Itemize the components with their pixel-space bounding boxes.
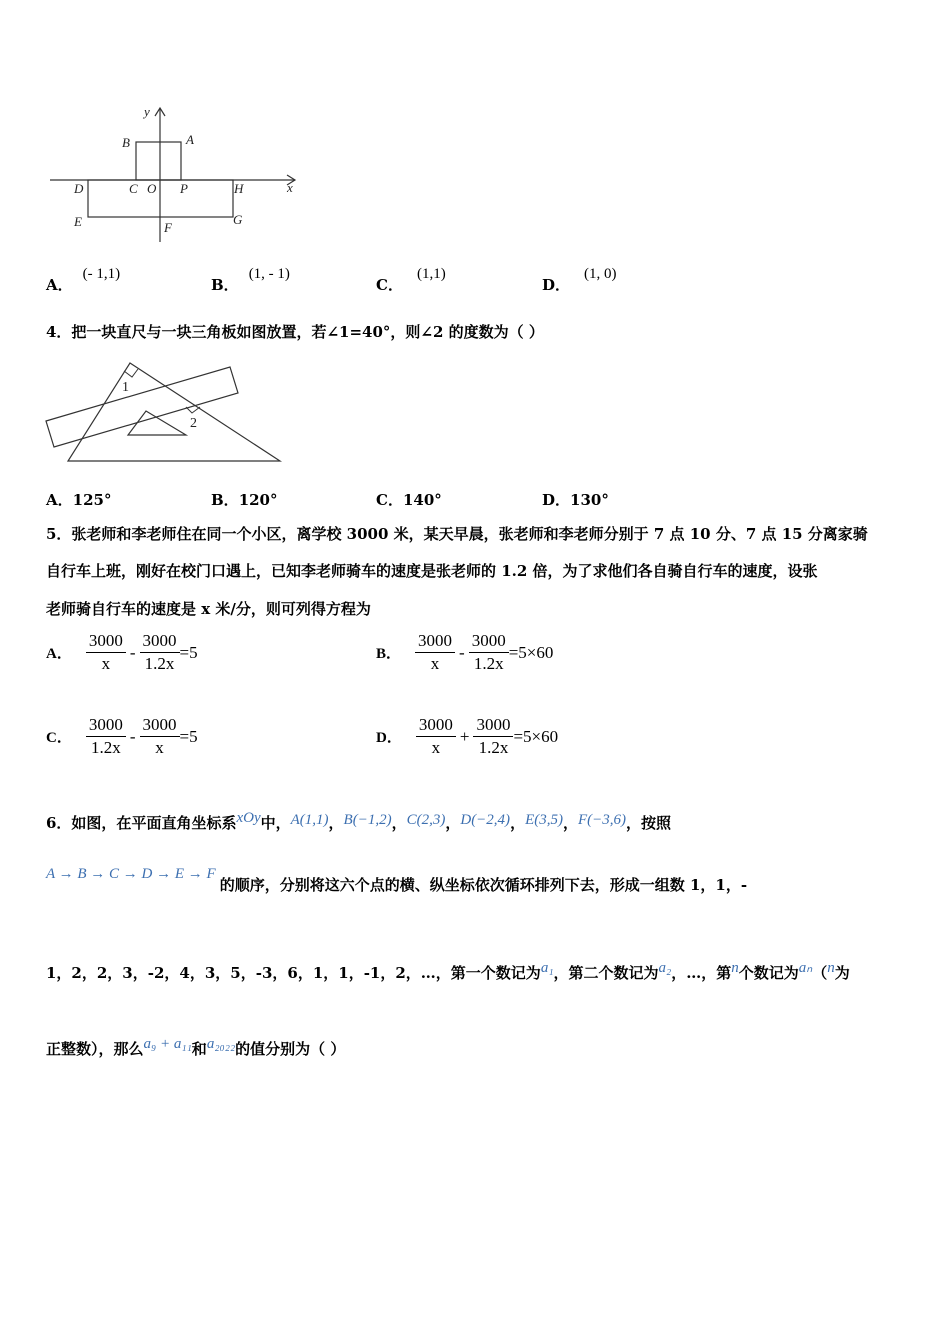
q4-option-a[interactable] <box>46 489 111 510</box>
fraction-2 <box>469 630 509 675</box>
q3-option-b[interactable] <box>211 262 290 294</box>
option-label: C． <box>46 730 72 746</box>
symbol-n: n <box>827 960 835 976</box>
operator: - <box>459 642 465 662</box>
coordinate-figure <box>40 100 310 250</box>
q5-option-d[interactable] <box>376 714 558 759</box>
q6-text: 为 <box>834 964 850 982</box>
q5-line-2: 自行车上班，刚好在校门口遇上，已知李老师骑车的速度是张老师的 1.2 倍，为了求他们各自骑自行车的速度，设张 <box>46 562 818 580</box>
numerator: 3000 <box>415 630 455 653</box>
option-value: 125° <box>72 491 112 509</box>
numerator: 3000 <box>473 714 513 737</box>
q3-option-a[interactable] <box>46 262 121 294</box>
denominator: 1.2x <box>90 738 121 757</box>
angle-1-label: 1 <box>122 380 129 395</box>
denominator: x <box>431 738 441 757</box>
denominator: x <box>430 654 440 673</box>
q6-line-3 <box>46 962 850 983</box>
sep: ， <box>445 814 461 832</box>
symbol-a1: a₁ <box>540 960 554 976</box>
q6-text: 个数记为 <box>738 964 799 982</box>
option-label: B． <box>211 276 239 294</box>
sep: ， <box>328 814 344 832</box>
numerator: 3000 <box>140 630 180 653</box>
rhs: =5×60 <box>513 726 559 746</box>
label-C: C <box>129 181 138 196</box>
q5-line-1: 5．张老师和李老师住在同一个小区，离学校 3000 米，某天早晨，张老师和李老师分别于 7 点 10 分、7 点 15 分离家骑 <box>46 525 868 543</box>
q5-option-b[interactable] <box>376 630 553 675</box>
point-b: B(−1,2) <box>343 812 392 828</box>
q6-text: （ <box>812 964 828 982</box>
denominator: 1.2x <box>144 654 175 673</box>
q6-intro: 6．如图，在平面直角坐标系 <box>46 814 237 832</box>
ruler-triangle-figure <box>40 355 290 470</box>
q6-seq-text: 1，2，2，3，-2，4，3，5，-3，6，1，1，-1，2，…，第一个数记为 <box>46 964 541 982</box>
option-label: A． <box>46 646 72 662</box>
q4-option-c[interactable] <box>376 489 442 510</box>
numerator: 3000 <box>86 714 126 737</box>
symbol-a2022: a₂₀₂₂ <box>206 1036 236 1052</box>
point-d: D(−2,4) <box>460 812 511 828</box>
label-H: H <box>234 181 244 196</box>
q5-option-a[interactable] <box>46 630 198 675</box>
sep: ， <box>562 814 578 832</box>
numerator: 3000 <box>86 630 126 653</box>
q6-text: ，第二个数记为 <box>553 964 659 982</box>
fraction-1 <box>416 714 456 759</box>
symbol-a2: a₂ <box>658 960 672 976</box>
option-value: (- 1,1) <box>82 266 121 282</box>
sequence-arrows: A → B → C → D → E → F <box>46 866 216 882</box>
q6-text: ，…，第 <box>671 964 732 982</box>
point-c: C(2,3) <box>406 812 446 828</box>
option-value: (1,1) <box>416 266 446 282</box>
q6-zhong: 中， <box>260 814 291 832</box>
angle-2-label: 2 <box>190 416 197 431</box>
expression-a9-a11: a₉ + a₁₁ <box>143 1036 192 1052</box>
option-label: C． <box>376 491 403 509</box>
label-F: F <box>164 220 172 235</box>
operator: - <box>129 642 136 662</box>
label-x: x <box>287 180 293 195</box>
operator: - <box>129 726 136 746</box>
q6-line-2 <box>46 866 748 895</box>
q6-order-text: 的顺序，分别将这六个点的横、纵坐标依次循环排列下去，形成一组数 1，1，- <box>219 876 748 894</box>
q4-option-b[interactable] <box>211 489 278 510</box>
denominator: x <box>155 738 164 757</box>
fraction-2 <box>473 714 513 759</box>
fraction-2 <box>140 714 180 759</box>
rhs: =5 <box>179 642 198 662</box>
option-label: D． <box>542 276 571 294</box>
option-value: (1, 0) <box>584 266 617 282</box>
sep: ， <box>391 814 407 832</box>
option-label: B． <box>211 491 239 509</box>
point-a: A(1,1) <box>290 812 329 828</box>
numerator: 3000 <box>416 714 456 737</box>
label-A: A <box>186 132 194 147</box>
numerator: 3000 <box>140 714 180 737</box>
denominator: 1.2x <box>473 654 504 673</box>
q6-text: 的值分别为（ ） <box>235 1040 346 1058</box>
q5-option-c[interactable] <box>46 714 198 759</box>
option-value: (1, - 1) <box>248 266 290 282</box>
q3-option-d[interactable] <box>542 262 617 294</box>
sep: ， <box>510 814 526 832</box>
option-value: 120° <box>238 491 278 509</box>
q6-anzhao: ，按照 <box>626 814 672 832</box>
option-value: 130° <box>570 491 609 509</box>
label-y: y <box>144 104 150 119</box>
coord-system: xOy <box>236 810 261 826</box>
denominator: x <box>101 654 111 673</box>
option-value: 140° <box>402 491 442 509</box>
operator: + <box>459 726 470 746</box>
denominator: 1.2x <box>478 738 509 757</box>
rhs: =5 <box>179 726 198 746</box>
numerator: 3000 <box>469 630 509 653</box>
point-e: E(3,5) <box>525 812 563 828</box>
q5-line-3: 老师骑自行车的速度是 x 米/分，则可列得方程为 <box>46 600 371 618</box>
q4-text: 4．把一块直尺与一块三角板如图放置，若∠1=40°，则∠2 的度数为（ ） <box>46 323 544 341</box>
option-label: A． <box>46 491 73 509</box>
label-O: O <box>147 181 157 196</box>
symbol-n: n <box>731 960 739 976</box>
rhs: =5×60 <box>508 642 554 662</box>
q6-line-1 <box>46 812 671 833</box>
point-f: F(−3,6) <box>578 812 627 828</box>
q6-line-4 <box>46 1038 345 1059</box>
q6-text: 正整数），那么 <box>46 1040 144 1058</box>
label-B: B <box>122 135 130 150</box>
option-label: D． <box>542 491 571 509</box>
option-label: C． <box>376 276 403 294</box>
label-E: E <box>74 214 82 229</box>
label-P: P <box>180 181 188 196</box>
fraction-1 <box>86 714 126 759</box>
option-label: A． <box>46 276 73 294</box>
fraction-1 <box>86 630 126 675</box>
q4-option-d[interactable] <box>542 489 609 510</box>
fraction-2 <box>140 630 180 675</box>
q3-option-c[interactable] <box>376 262 446 294</box>
label-G: G <box>233 212 243 227</box>
option-label: D． <box>376 730 402 746</box>
fraction-1 <box>415 630 455 675</box>
option-label: B． <box>376 646 402 662</box>
label-D: D <box>74 181 84 196</box>
q6-text: 和 <box>191 1040 207 1058</box>
symbol-an: aₙ <box>798 960 813 976</box>
